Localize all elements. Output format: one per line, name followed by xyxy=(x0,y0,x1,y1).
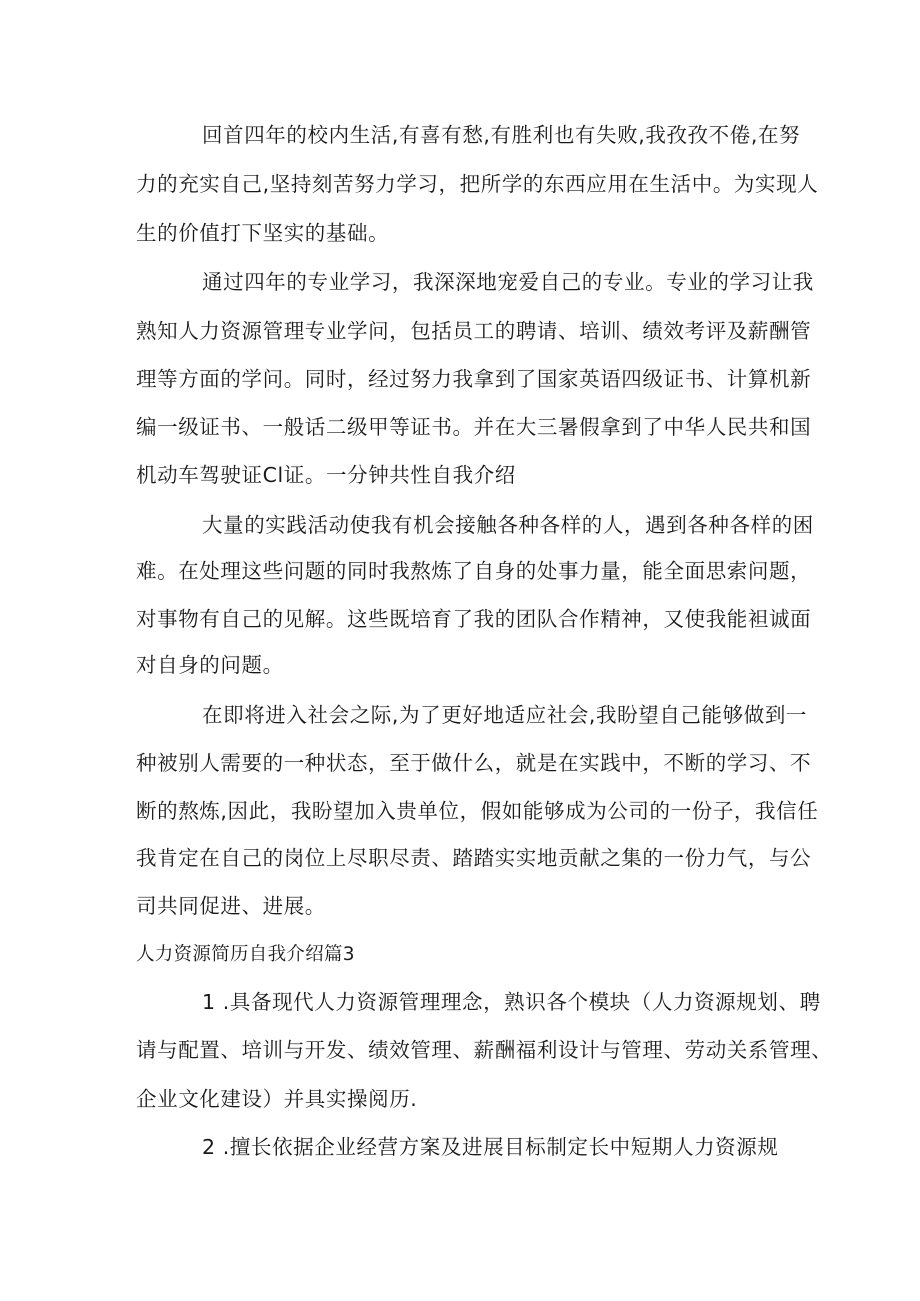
paragraph-1-line-1: 回首四年的校内生活,有喜有愁,有胜利也有失败,我孜孜不倦,在努 xyxy=(202,123,801,147)
paragraph-3-line-2: 难。在处理这些问题的同时我熬炼了自身的处事力量，能全面思索问题， xyxy=(136,559,812,583)
list-item-1-line-1: 1 .具备现代人力资源管理理念，熟识各个模块（人力资源规划、聘 xyxy=(202,990,821,1014)
paragraph-2-line-5: 机动车驾驶证Cl证。一分钟共性自我介绍 xyxy=(136,463,516,487)
paragraph-2-line-3: 理等方面的学问。同时，经过努力我拿到了国家英语四级证书、计算机新 xyxy=(136,367,812,391)
paragraph-3-line-3: 对事物有自己的见解。这些既培育了我的团队合作精神，又使我能袒诚面 xyxy=(136,607,812,631)
paragraph-4-line-1: 在即将进入社会之际,为了更好地适应社会,我盼望自己能够做到一 xyxy=(202,703,808,727)
paragraph-2-line-4: 编一级证书、一般话二级甲等证书。并在大三暑假拿到了中华人民共和国 xyxy=(136,415,812,439)
paragraph-2-line-1: 通过四年的专业学习，我深深地宠爱自己的专业。专业的学习让我 xyxy=(202,270,814,294)
paragraph-4-line-4: 我肯定在自己的岗位上尽职尽责、踏踏实实地贡献之集的一份力气，与公 xyxy=(136,846,812,870)
paragraph-3-line-1: 大量的实践活动使我有机会接触各种各样的人，遇到各种各样的困 xyxy=(202,513,814,537)
paragraph-4-line-2: 种被别人需要的一种状态，至于做什么，就是在实践中，不断的学习、不 xyxy=(136,751,812,775)
list-item-2-line-1: 2 .擅长依据企业经营方案及进展目标制定长中短期人力资源规 xyxy=(202,1135,779,1159)
paragraph-1-line-3: 生的价值打下坚实的基础。 xyxy=(136,221,390,245)
list-item-1-line-2: 请与配置、培训与开发、绩效管理、薪酬福利设计与管理、劳动关系管理、 xyxy=(136,1038,833,1062)
paragraph-4-line-5: 司共同促进、进展。 xyxy=(136,894,326,918)
paragraph-2-line-2: 熟知人力资源管理专业学问，包括员工的聘请、培训、绩效考评及薪酬管 xyxy=(136,319,812,343)
paragraph-4-line-3: 断的熬炼,因此，我盼望加入贵单位，假如能够成为公司的一份子，我信任 xyxy=(136,799,819,823)
paragraph-3-line-4: 对自身的问题。 xyxy=(136,653,284,677)
paragraph-1-line-2: 力的充实自己,坚持刻苦努力学习，把所学的东西应用在生活中。为实现人 xyxy=(136,172,819,196)
section-heading: 人力资源简历自我介绍篇3 xyxy=(136,944,355,965)
list-item-1-line-3: 企业文化建设）并具实操阅历. xyxy=(136,1087,418,1111)
